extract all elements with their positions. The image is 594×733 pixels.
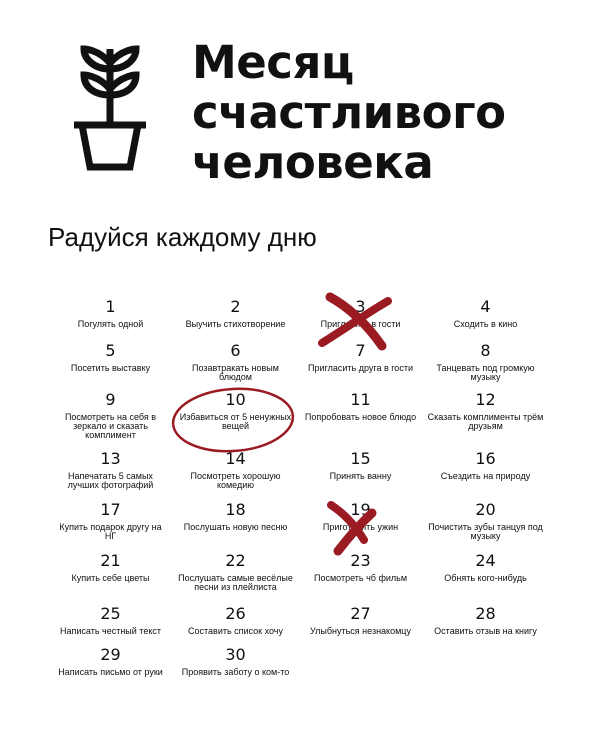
day-task: Съездить на природу (440, 471, 531, 481)
calendar-day-10 (173, 390, 298, 449)
day-number: 23 (350, 551, 371, 570)
day-task: Избавиться от 5 ненужных вещей (179, 412, 292, 431)
calendar-day-27 (298, 604, 423, 645)
day-number: 13 (100, 449, 121, 468)
day-number: 14 (225, 449, 246, 468)
day-task: Приготовить ужин (322, 522, 399, 532)
day-task: Послушать самые весёлые песни из плейлиста (178, 573, 293, 592)
calendar-day-29 (48, 645, 173, 693)
day-number: 24 (475, 551, 496, 570)
day-number: 4 (480, 297, 491, 316)
day-task: Купить себе цветы (71, 573, 150, 583)
day-task: Танцевать под громкую музыку (436, 363, 535, 382)
day-number: 10 (225, 390, 246, 409)
day-number: 29 (100, 645, 121, 664)
day-task: Улыбнуться незнакомцу (310, 626, 411, 636)
calendar-day-12 (423, 390, 548, 449)
page-title (192, 38, 506, 188)
day-number: 12 (475, 390, 496, 409)
day-task: Купить подарок другу на НГ (59, 522, 162, 541)
day-task: Напечатать 5 самых лучших фотографий (67, 471, 154, 490)
day-task: Посетить выставку (70, 363, 151, 373)
day-task: Погулять одной (77, 319, 144, 329)
day-number: 28 (475, 604, 496, 623)
title-line: счастливого (192, 86, 506, 139)
calendar-day-9 (48, 390, 173, 449)
day-number: 25 (100, 604, 121, 623)
day-task: Проявить заботу о ком-то (181, 667, 290, 677)
day-number: 2 (230, 297, 241, 316)
day-task: Выучить стихотворение (185, 319, 286, 329)
day-number: 6 (230, 341, 241, 360)
title-line: Месяц (192, 36, 354, 89)
calendar-day-28 (423, 604, 548, 645)
day-task: Сказать комплименты трём друзьям (427, 412, 544, 431)
day-number: 16 (475, 449, 496, 468)
day-task: Позавтракать новым блюдом (192, 363, 279, 382)
day-task: Оставить отзыв на книгу (434, 626, 537, 636)
day-number: 3 (355, 297, 366, 316)
calendar-day-26 (173, 604, 298, 645)
calendar-day-20 (423, 500, 548, 551)
day-number: 5 (105, 341, 116, 360)
calendar-day-7 (298, 341, 423, 390)
calendar-day-6 (173, 341, 298, 390)
calendar-day-22 (173, 551, 298, 604)
calendar-day-11 (298, 390, 423, 449)
day-task: Обнять кого-нибудь (444, 573, 527, 583)
calendar-day-8 (423, 341, 548, 390)
day-number: 17 (100, 500, 121, 519)
day-task: Попробовать новое блюдо (304, 412, 417, 422)
day-task: Посмотреть чб фильм (313, 573, 408, 583)
day-number: 8 (480, 341, 491, 360)
day-number: 27 (350, 604, 371, 623)
day-number: 1 (105, 297, 116, 316)
day-number: 18 (225, 500, 246, 519)
day-number: 19 (350, 500, 371, 519)
page-subtitle: Радуйся каждому дню (48, 222, 317, 252)
calendar-day-13 (48, 449, 173, 500)
calendar-day-25 (48, 604, 173, 645)
day-number: 30 (225, 645, 246, 664)
calendar-day-23 (298, 551, 423, 604)
day-number: 7 (355, 341, 366, 360)
day-task: Сходить в кино (453, 319, 518, 329)
calendar-day-24 (423, 551, 548, 604)
day-task: Написать честный текст (60, 626, 161, 636)
day-task: Послушать новую песню (183, 522, 288, 532)
day-task: Составить список хочу (188, 626, 283, 636)
calendar-day-1 (48, 297, 173, 341)
calendar-day-4 (423, 297, 548, 341)
day-number: 21 (100, 551, 121, 570)
calendar-day-3 (298, 297, 423, 341)
calendar-day-18 (173, 500, 298, 551)
day-number: 15 (350, 449, 371, 468)
calendar-day-15 (298, 449, 423, 500)
calendar-grid (48, 297, 548, 693)
calendar-day-5 (48, 341, 173, 390)
day-task: Принять ванну (329, 471, 392, 481)
calendar-day-16 (423, 449, 548, 500)
day-number: 22 (225, 551, 246, 570)
calendar-day-2 (173, 297, 298, 341)
day-number: 9 (105, 390, 116, 409)
calendar-day-30 (173, 645, 298, 693)
day-number: 11 (350, 390, 371, 409)
day-task: Пригласить в гости (320, 319, 401, 329)
calendar-day-14 (173, 449, 298, 500)
title-line: человека (192, 136, 434, 189)
day-number: 26 (225, 604, 246, 623)
day-task: Посмотреть на себя в зеркало и сказать комплимент (64, 412, 157, 440)
day-task: Пригласить друга в гости (308, 363, 413, 373)
calendar-day-17 (48, 500, 173, 551)
day-number: 20 (475, 500, 496, 519)
plant-pot-logo-icon (72, 45, 148, 171)
day-task: Написать письмо от руки (58, 667, 163, 677)
day-task: Почистить зубы танцуя под музыку (428, 522, 543, 541)
day-task: Посмотреть хорошую комедию (190, 471, 281, 490)
calendar-day-19 (298, 500, 423, 551)
calendar-day-21 (48, 551, 173, 604)
